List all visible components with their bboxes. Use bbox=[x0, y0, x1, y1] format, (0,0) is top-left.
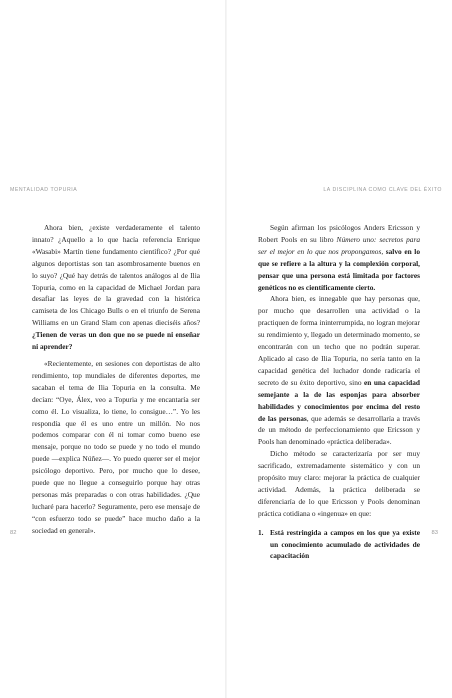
page-number: 82 bbox=[10, 530, 17, 536]
paragraph-quote: «Recientemente, en sesiones con deportistas de alto rendimiento, top mundiales de diferentes deportes, me sacaban el tema de Ilia Topuria en la consulta. Me decían: “Oye, Álex, veo a Topuria y me encantaría ser como él. Lo visualiza, lo tiene, lo consigue…”. Yo les respondía que él es uno entre un millón. No nos podemos comparar con él ni tomar como bueno ese mensaje, porque no todo se puede y no todo el mundo puede —explica Núñez—. Yo puedo querer ser el mejor psicólogo deportivo. Pero, por mucho que lo desee, puede que no llegue a conseguirlo porque hay otras personas más preparadas o con otras habilidades. ¿Que lucharé para hacerlo? Seguramente, pero ese mensaje de “con esfuerzo todo se puede” hace mucho daño a la sociedad en general». bbox=[32, 358, 200, 535]
right-page bbox=[227, 0, 452, 698]
paragraph-text: , que además se desarrollaría a través de un método de perfeccionamiento que Ericsson y Pools han denominado «práctica deliberada». bbox=[258, 413, 420, 447]
paragraph-text: Ahora bien, ¿existe verdaderamente el talento innato? ¿Aquello a lo que hacía referencia Enrique «Wasabi» Martín tiene fundamento científico? ¿Por qué algunos deportistas son tan asombrosamente buenos en lo suyo? ¿Qué hay detrás de talentos análogos al de Ilia Topuria, como en la capacidad de Michael Jordan para desafiar las leyes de la gravedad con la histórica camiseta de los Chicago Bulls o en el triunfo de Serena Williams en un Grand Slam con apenas dieciséis años? bbox=[32, 223, 200, 328]
running-header: MENTALIDAD TOPURIA bbox=[10, 187, 78, 193]
page-number: 83 bbox=[431, 530, 438, 536]
left-page bbox=[0, 0, 225, 698]
paragraph-text: Ahora bien, es innegable que hay personas que, por mucho que desarrollen una actividad o la practiquen de forma ininterrumpida, no logran mejorar su rendimiento y, llegado un determinado momento, se encontrarán con un techo que no podrán superar. Aplicado al caso de Ilia Topuria, no sería tanto en la capacidad genética del luchador donde radicaría el secreto de su éxito deportivo, sino bbox=[258, 294, 420, 387]
paragraph-text: Según afirman los psicólogos Anders Ericsson y Robert Pools en su libro bbox=[258, 223, 420, 244]
paragraph bbox=[258, 222, 420, 293]
body-text bbox=[258, 222, 420, 562]
paragraph bbox=[258, 293, 420, 448]
running-header: LA DISCIPLINA COMO CLAVE DEL ÉXITO bbox=[323, 187, 442, 193]
paragraph bbox=[32, 222, 200, 353]
list-item-text: Está restringida a campos en los que ya existe un conocimiento acumulado de actividades de capacitación bbox=[270, 527, 420, 561]
book-title: Número uno: secretos para ser el mejor en lo que nos propongamos bbox=[258, 234, 420, 256]
body-text bbox=[32, 222, 200, 537]
list-number: 1. bbox=[258, 527, 264, 537]
list-item bbox=[258, 527, 420, 563]
numbered-list bbox=[258, 527, 420, 563]
paragraph: Dicho método se caracterizaría por ser muy sacrificado, extremadamente sistemático y con un propósito muy claro: mejorar la práctica de cualquier actividad. Además, la práctica deliberada se diferenciaría de lo que Ericsson y Pools denominan práctica cotidiana o «ingenua» en que: bbox=[258, 449, 420, 518]
paragraph-text: , bbox=[381, 246, 386, 256]
bold-statement: en una capacidad semejante a la de las esponjas para absorber habilidades y conocimientos por encima del resto de las personas bbox=[258, 377, 420, 423]
bold-question: ¿Tienen de veras un don que no se puede ni enseñar ni aprender? bbox=[32, 330, 200, 352]
bold-statement: salvo en lo que se refiere a la altura y la complexión corporal, pensar que una persona está limitada por factores genéticos no es científicamente cierto. bbox=[258, 246, 420, 292]
